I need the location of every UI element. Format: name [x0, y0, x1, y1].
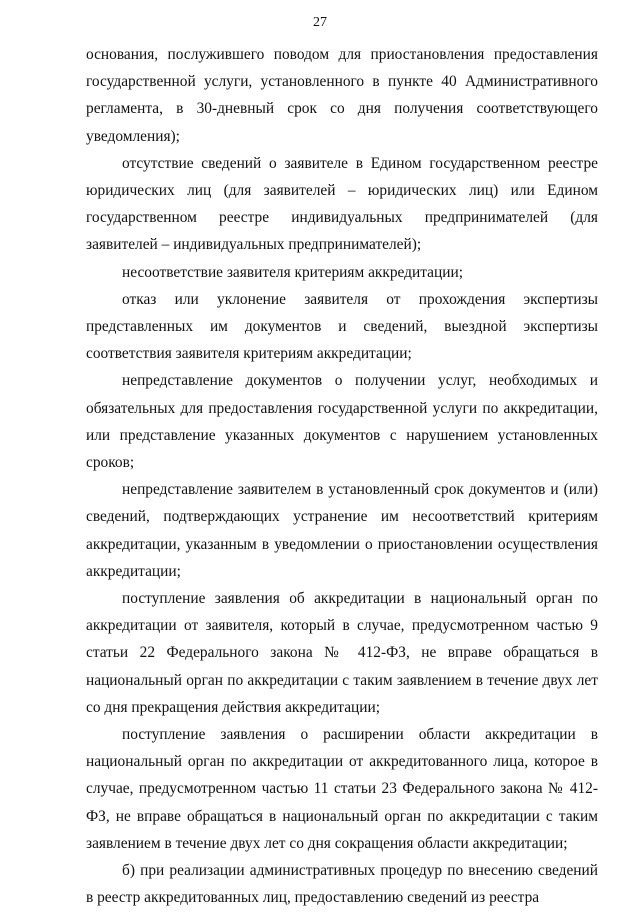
paragraph: поступление заявления об аккредитации в национальный орган по аккредитации от заявителя, который в случае, предусмотренном частью 9 статьи 22 Федерального закона № 412-ФЗ, не вправе обращаться в национальный орган по аккредитации с таким заявлением в течение двух лет со дня прекращения действия аккредитации;: [86, 590, 598, 716]
paragraph: непредставление документов о получении услуг, необходимых и обязательных для предоставления государственной услуги по аккредитации, или представление указанных документов с нарушением установленных сроков;: [86, 372, 598, 472]
paragraph: основания, послужившего поводом для приостановления предоставления государственной услуги, установленного в пункте 40 Административного регламента, в 30-дневный срок со дня получения соответствующего уведомления);: [86, 46, 598, 145]
paragraph: отказ или уклонение заявителя от прохождения экспертизы представленных им документов и сведений, выездной экспертизы соответствия заявителя критериям аккредитации;: [86, 290, 598, 363]
document-body: [86, 41, 598, 912]
page-number: 27: [313, 15, 327, 30]
paragraph: несоответствие заявителя критериям аккредитации;: [122, 263, 463, 281]
paragraph: б) при реализации административных процедур по внесению сведений в реестр аккредитованных лиц, предоставлению сведений из реестра: [86, 862, 598, 907]
paragraph: отсутствие сведений о заявителе в Едином государственном реестре юридических лиц (для заявителей – юридических лиц) или Едином государственном реестре индивидуальных предпринимателей (для заявителей – индивидуальных предпринимателей);: [86, 154, 598, 254]
paragraph: поступление заявления о расширении области аккредитации в национальный орган по аккредитации от аккредитованного лица, которое в случае, предусмотренном частью 11 статьи 23 Федерального закона № 412-ФЗ, не вправе обращаться в национальный орган по аккредитации с таким заявлением в течение двух лет со дня сокращения области аккредитации;: [86, 726, 598, 852]
paragraph: непредставление заявителем в установленный срок документов и (или) сведений, подтверждающих устранение им несоответствий критериям аккредитации, указанным в уведомлении о приостановлении осуществления аккредитации;: [86, 481, 598, 580]
